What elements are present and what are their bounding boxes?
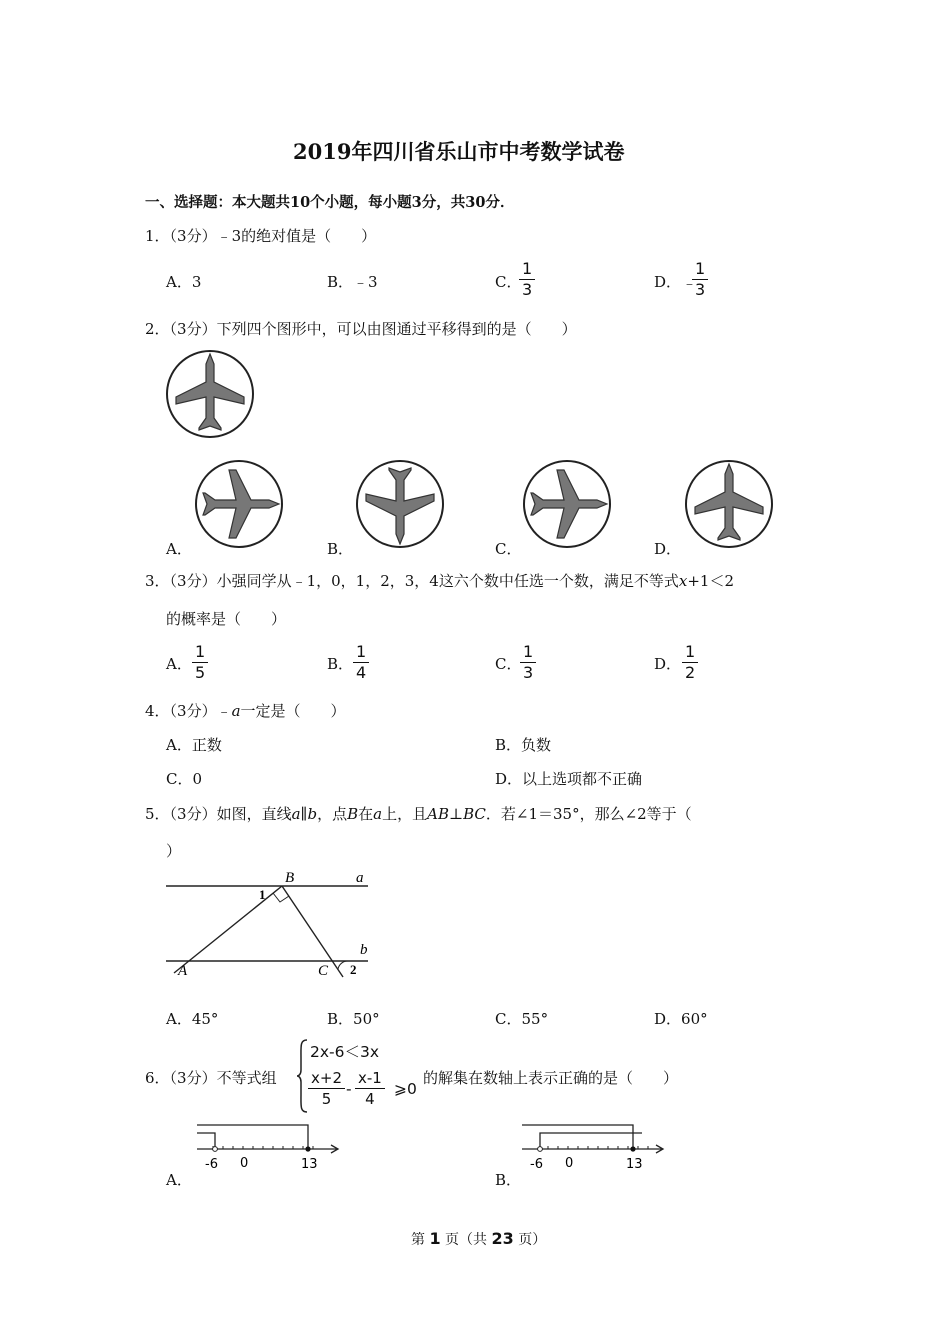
q4-option-a: A．正数 [166,736,222,754]
q2-option-c-figure [522,459,612,549]
q5-option-c: C．55° [495,1010,549,1028]
q5-point-b: B [347,805,359,823]
tick-label-neg6: -6 [205,1157,218,1172]
question-5-stem [145,803,692,824]
fraction-denominator: 3 [522,280,533,299]
page-title: 2019年四川省乐山市中考数学试卷 [293,139,625,164]
question-5-stem-close: ） [166,842,182,860]
tick-label-neg6: -6 [530,1157,543,1172]
q2-option-a-figure [194,459,284,549]
q5-text-3: 在 [358,805,374,823]
page-footer [411,1229,546,1249]
q1-option-b: B．﹣3 [327,273,378,291]
q3-option-d-fraction [682,642,698,683]
q6-minus-sign: - [346,1080,352,1098]
q6-fraction-1 [308,1068,345,1109]
fig-label-c-point: C [318,963,329,979]
section-heading: 一、选择题：本大题共10个小题，每小题3分，共30分． [145,194,515,211]
q5-segment-ab: AB [427,805,449,823]
q2-option-d: D． [654,540,682,558]
q1-option-d-fraction [692,259,708,300]
q4-option-b: B．负数 [495,736,552,754]
fraction-numerator: 1 [685,642,696,661]
q5-option-a: A．45° [166,1010,219,1028]
q1-option-c: C． [495,273,522,291]
q6-ge-zero: ⩾0 [394,1080,417,1098]
q1-option-c-fraction [519,259,535,300]
fraction-denominator: 4 [356,663,367,682]
fraction-numerator: 1 [195,642,206,661]
q5-var-b: b [307,805,318,823]
question-2-stem: 2．（3分）下列四个图形中，可以由图通过平移得到的是（ ） [145,320,577,338]
q4-stem-suffix: 一定是（ ） [240,702,346,720]
q5-option-d: D．60° [654,1010,708,1028]
question-3-stem-line-1 [145,570,734,591]
fig-label-b-point: B [285,870,295,886]
fraction-denominator: 3 [695,280,706,299]
fraction-numerator: 1 [695,259,706,278]
fraction-denominator: 4 [365,1090,375,1108]
fraction-numerator: x-1 [358,1069,382,1087]
q4-option-c: C．0 [166,770,203,788]
fig-label-line-b: b [360,942,368,958]
fig-label-a-point: A [178,963,188,979]
q6-option-a-numberline [195,1120,345,1175]
q5-option-b: B．50° [327,1010,380,1028]
fraction-denominator: 5 [321,1090,332,1108]
q3-option-a-fraction [192,642,208,683]
footer-suffix: 页） [518,1232,547,1248]
fraction-numerator: 1 [356,642,367,661]
tick-label-13: 13 [626,1157,643,1172]
question-1-stem: 1．（3分）﹣3的绝对值是（ ） [145,227,377,245]
fig-label-line-a: a [356,870,364,886]
q3-option-b-fraction [353,642,369,683]
q4-option-d: D．以上选项都不正确 [495,770,643,788]
fraction-numerator: 1 [522,259,533,278]
fraction-denominator: 3 [523,663,534,682]
q5-var-a-2: a [373,805,383,823]
question-6-stem-prefix: 6．（3分）不等式组 [145,1069,277,1087]
q2-option-b-figure [355,459,445,549]
q3-option-d: D． [654,655,682,673]
q1-option-d: D． [654,273,682,291]
q3-option-c-fraction [520,642,536,683]
q4-variable: a [231,702,241,720]
q6-option-b: B． [495,1171,522,1189]
footer-page-number: 1 [429,1229,441,1248]
q1-option-d-sign: ﹣ [682,274,698,292]
fraction-numerator: 1 [523,642,534,661]
fraction-denominator: 5 [195,663,206,682]
q2-option-a: A． [166,540,192,558]
q3-option-a: A． [166,655,192,673]
q5-text-5: ．若∠1＝35°，那么∠2等于（ [485,805,692,823]
q6-inequality-1: 2x-6＜3x [310,1043,380,1061]
question-3-stem-line-2: 的概率是（ ） [166,610,287,628]
q5-var-a: a [291,805,301,823]
q2-option-d-figure [684,459,774,549]
q5-perp: ⊥ [448,805,464,823]
q5-text-2: ，点 [317,805,348,823]
q1-option-a: A．3 [166,273,202,291]
tick-label-13: 13 [301,1157,318,1172]
q3-option-c: C． [495,655,522,673]
footer-middle: 页（共 [445,1232,488,1248]
q2-option-c: C． [495,540,522,558]
q2-reference-figure [165,349,255,439]
footer-prefix: 第 [411,1232,425,1248]
q3-inequality: +1＜2 [687,572,734,590]
q6-option-b-numberline [520,1120,670,1175]
footer-total-pages: 23 [491,1229,514,1248]
q6-fraction-2 [355,1068,385,1109]
q5-parallel: ∥ [300,805,308,823]
q3-variable: x [678,572,688,590]
fig-label-angle-2: 2 [350,962,357,977]
q6-brace [296,1038,308,1114]
q5-segment-bc: BC [463,805,486,823]
tick-label-0: 0 [240,1156,249,1171]
question-6-stem-suffix: 的解集在数轴上表示正确的是（ ） [423,1069,679,1087]
q3-option-b: B． [327,655,354,673]
q3-stem-text: 3．（3分）小强同学从﹣1，0，1，2，3，4这六个数中任选一个数，满足不等式 [145,572,679,590]
q6-option-a: A． [166,1171,192,1189]
q5-text-4: 上，且 [382,805,428,823]
q2-option-b: B． [327,540,354,558]
fraction-numerator: x+2 [311,1069,342,1087]
q5-text-1: 5．（3分）如图，直线 [145,805,292,823]
question-4-stem [145,700,346,721]
fig-label-angle-1: 1 [259,887,266,902]
q4-stem-prefix: 4．（3分）﹣ [145,702,232,720]
fraction-denominator: 2 [685,663,696,682]
tick-label-0: 0 [565,1156,574,1171]
q5-geometry-figure [160,865,375,980]
